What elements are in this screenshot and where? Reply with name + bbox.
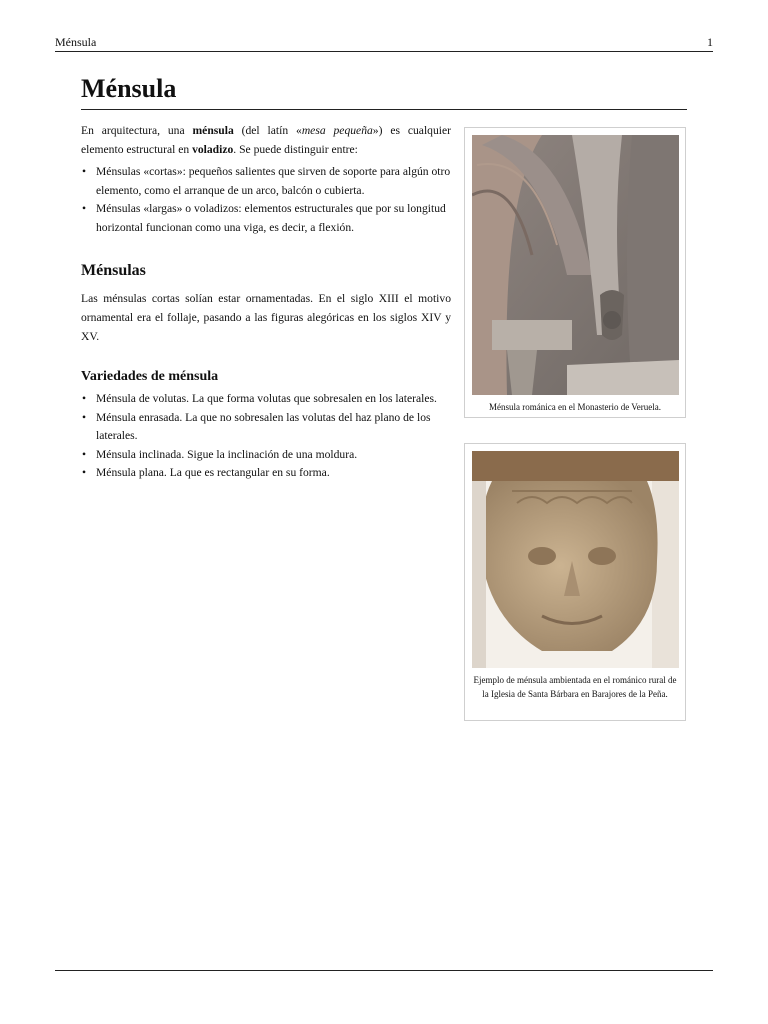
list-item: • Ménsulas «largas» o voladizos: elementos estructurales que por su longitud horizontal funcionan como una viga, es decir, a flexión. [81, 200, 451, 237]
figure-veruela [464, 127, 686, 418]
list-item: • Ménsula enrasada. La que no sobresalen las volutas del haz plano de los laterales. [81, 409, 451, 446]
running-title: Ménsula [55, 35, 97, 49]
term-voladizo: voladizo [192, 143, 234, 156]
figure-caption: Ménsula románica en el Monasterio de Veruela. [488, 402, 662, 412]
running-header [55, 35, 713, 52]
footer-rule [55, 970, 713, 971]
list-item: • Ménsula plana. La que es rectangular en su forma. [81, 464, 451, 483]
list-item: • Ménsula inclinada. Sigue la inclinación de una moldura. [81, 446, 451, 465]
rural-corbel-image [472, 451, 679, 668]
section-paragraph: Las ménsulas cortas solían estar ornamentadas. En el siglo XIII el motivo ornamental era el follaje, pasando a las figuras alegóricas en los siglos XIV y XV. [81, 292, 451, 343]
term-mensula: ménsula [192, 124, 234, 137]
varieties-list [81, 390, 451, 483]
subsection-heading: Variedades de ménsula [81, 369, 219, 384]
figure-barajores [464, 443, 686, 721]
page-title: Ménsula [81, 72, 687, 110]
page-number: 1 [707, 35, 713, 49]
article-body [81, 121, 451, 483]
intro-paragraph: En arquitectura, una ménsula (del latín «mesa pequeña») es cualquier elemento estructural en voladizo. Se puede distinguir entre: [81, 124, 451, 156]
list-item: • Ménsulas «cortas»: pequeños salientes que sirven de soporte para algún otro elemento, como el arranque de un arco, balcón o cubierta. [81, 163, 451, 200]
list-item: • Ménsula de volutas. La que forma volutas que sobresalen en los laterales. [81, 390, 451, 409]
romanesque-corbel-image [472, 135, 679, 395]
intro-list [81, 163, 451, 237]
figure-caption: Ejemplo de ménsula ambientada en el románico rural de la Iglesia de Santa Bárbara en Barajores de la Peña. [473, 675, 677, 699]
term-mesa-pequena: mesa pequeña [301, 124, 373, 137]
section-heading: Ménsulas [81, 262, 146, 279]
